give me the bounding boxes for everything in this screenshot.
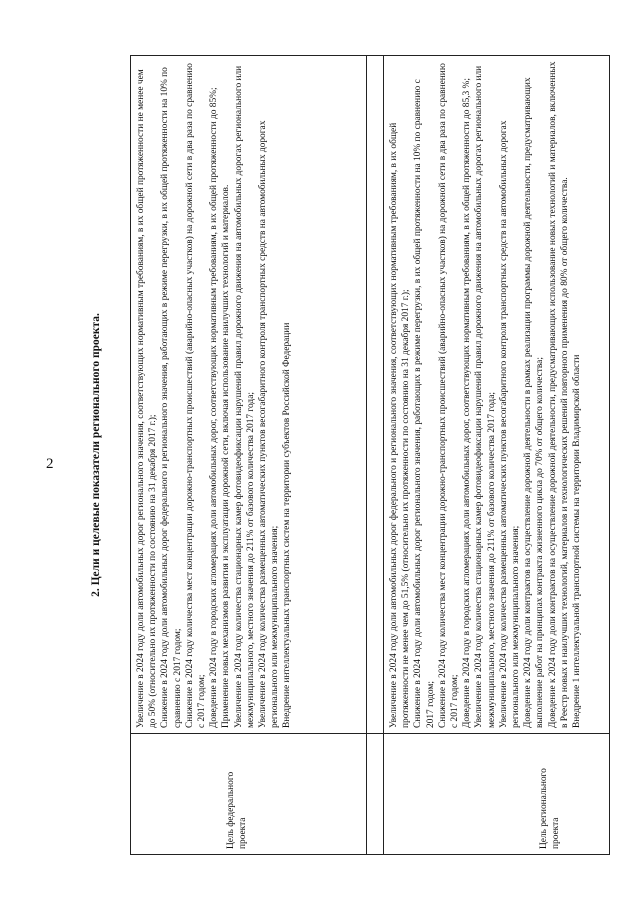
table-row-federal-goal	[131, 56, 367, 855]
regional-goal-item: Увеличение в 2024 году количества размещенных автоматических пунктов весогабаритного контроля транспортных средств на автомобильных дорогах регионального или межмуниципального значения;	[498, 120, 522, 728]
table-row-regional-goal	[384, 56, 610, 855]
section-heading: 2. Цели и целевые показатели регионального проекта.	[90, 313, 102, 597]
regional-goal-item: Снижение в 2024 году количества мест концентрации дорожно-транспортных происшествий (аварийно-опасных участков) на дорожной сети в два раза по сравнению с 2017 годом;	[437, 63, 461, 728]
page-number: 2	[46, 456, 54, 472]
table-row-spacer	[367, 56, 384, 855]
rotated-document-content	[90, 55, 610, 855]
federal-goal-content-cell	[131, 56, 367, 734]
federal-goal-label: Цель федерального проекта	[226, 771, 249, 849]
spacer-cell-right	[367, 56, 384, 734]
regional-goal-item: Доведение к 2024 году доли контрактов на осуществление дорожной деятельности в рамках реализации программы дорожной деятельности, предусматривающих выполнение работ на принципах контракта жизненного цикла до 70% от общего количества;	[523, 77, 546, 728]
regional-goal-item: Доведение в 2024 году в городских агломерациях доли автомобильных дорог, соответствующих нормативным требованиям, в их общей протяженности до 85,3 %;	[462, 78, 473, 728]
regional-goal-content-cell	[384, 56, 610, 734]
federal-goal-item: Внедрение интеллектуальных транспортных систем на территории субъектов Российской Федерации	[282, 322, 293, 728]
federal-goal-item: Снижение в 2024 году доли автомобильных дорог федерального и регионального значения, работающих в режиме перегрузки, в их общей протяженности на 10% по сравнению с 2017 годом;	[160, 67, 183, 728]
regional-goal-item: Внедрение 1 интеллектуальной транспортной системы на территории Владимирской области	[572, 354, 583, 728]
regional-goal-item: Увеличение в 2024 году доли автомобильных дорог федерального и регионального значения, соответствующих нормативным требованиям, в их общей протяженности не менее чем до 51,5% (относительно их протяженности по состоянию на 31 декабря 2017 г.);	[389, 122, 412, 728]
regional-goal-label: Цель регионального проекта	[539, 768, 562, 849]
regional-goal-label-cell	[384, 734, 610, 855]
regional-goal-item: Доведение к 2024 году доли контрактов на осуществление дорожной деятельности, предусматривающих использование новых технологий и материалов, включенных в Реестр новых и наилучших технологий, материалов и технологических решений повторного применения до 80% от общего количества.	[547, 61, 570, 728]
regional-goal-item: Увеличение в 2024 году количества стационарных камер фотовидеофиксации нарушений правил дорожного движения на автомобильных дорогах регионального или межмуниципального, местного значения до 211% от базового количества 2017 года;	[474, 65, 497, 728]
federal-goal-item: Применение новых механизмов развития и эксплуатации дорожной сети, включая использование наилучших технологий и материалов.	[221, 184, 232, 728]
federal-goal-label-cell	[131, 734, 367, 855]
federal-goal-item: Увеличение в 2024 году количества размещенных автоматических пунктов весогабаритного контроля транспортных средств на автомобильных дорогах регионального или межмуниципального значения;	[258, 120, 281, 728]
federal-goal-item: Снижение в 2024 году количества мест концентрации дорожно-транспортных происшествий (аварийно-опасных участков) на дорожной сети в два раза по сравнению с 2017 годом;	[184, 63, 208, 728]
goals-table	[130, 55, 610, 855]
federal-goal-item: Увеличение в 2024 году доли автомобильных дорог регионального значения, соответствующих нормативным требованиям, в их общей протяженности не менее чем до 50% (относительно их протяженности по состоянию на 31 декабря 2017 г.);	[136, 69, 159, 728]
federal-goal-item: Доведение в 2024 году в городских агломерациях доли автомобильных дорог, соответствующих нормативным требованиям, в их общей протяженности до 85%;	[209, 87, 220, 728]
regional-goal-item: Снижение в 2024 году доли автомобильных дорог регионального значения, работающих в режиме перегрузки, в их общей протяженности на 10% по сравнению с 2017 годом;	[413, 79, 436, 728]
spacer-cell-left	[367, 734, 384, 855]
federal-goal-item: Увеличение в 2024 году количества стационарных камер фотовидеофиксации нарушений правил дорожного движения на автомобильных дорогах регионального или межмуниципального, местного значения до 211% от базового количества 2017 года;	[233, 65, 256, 728]
